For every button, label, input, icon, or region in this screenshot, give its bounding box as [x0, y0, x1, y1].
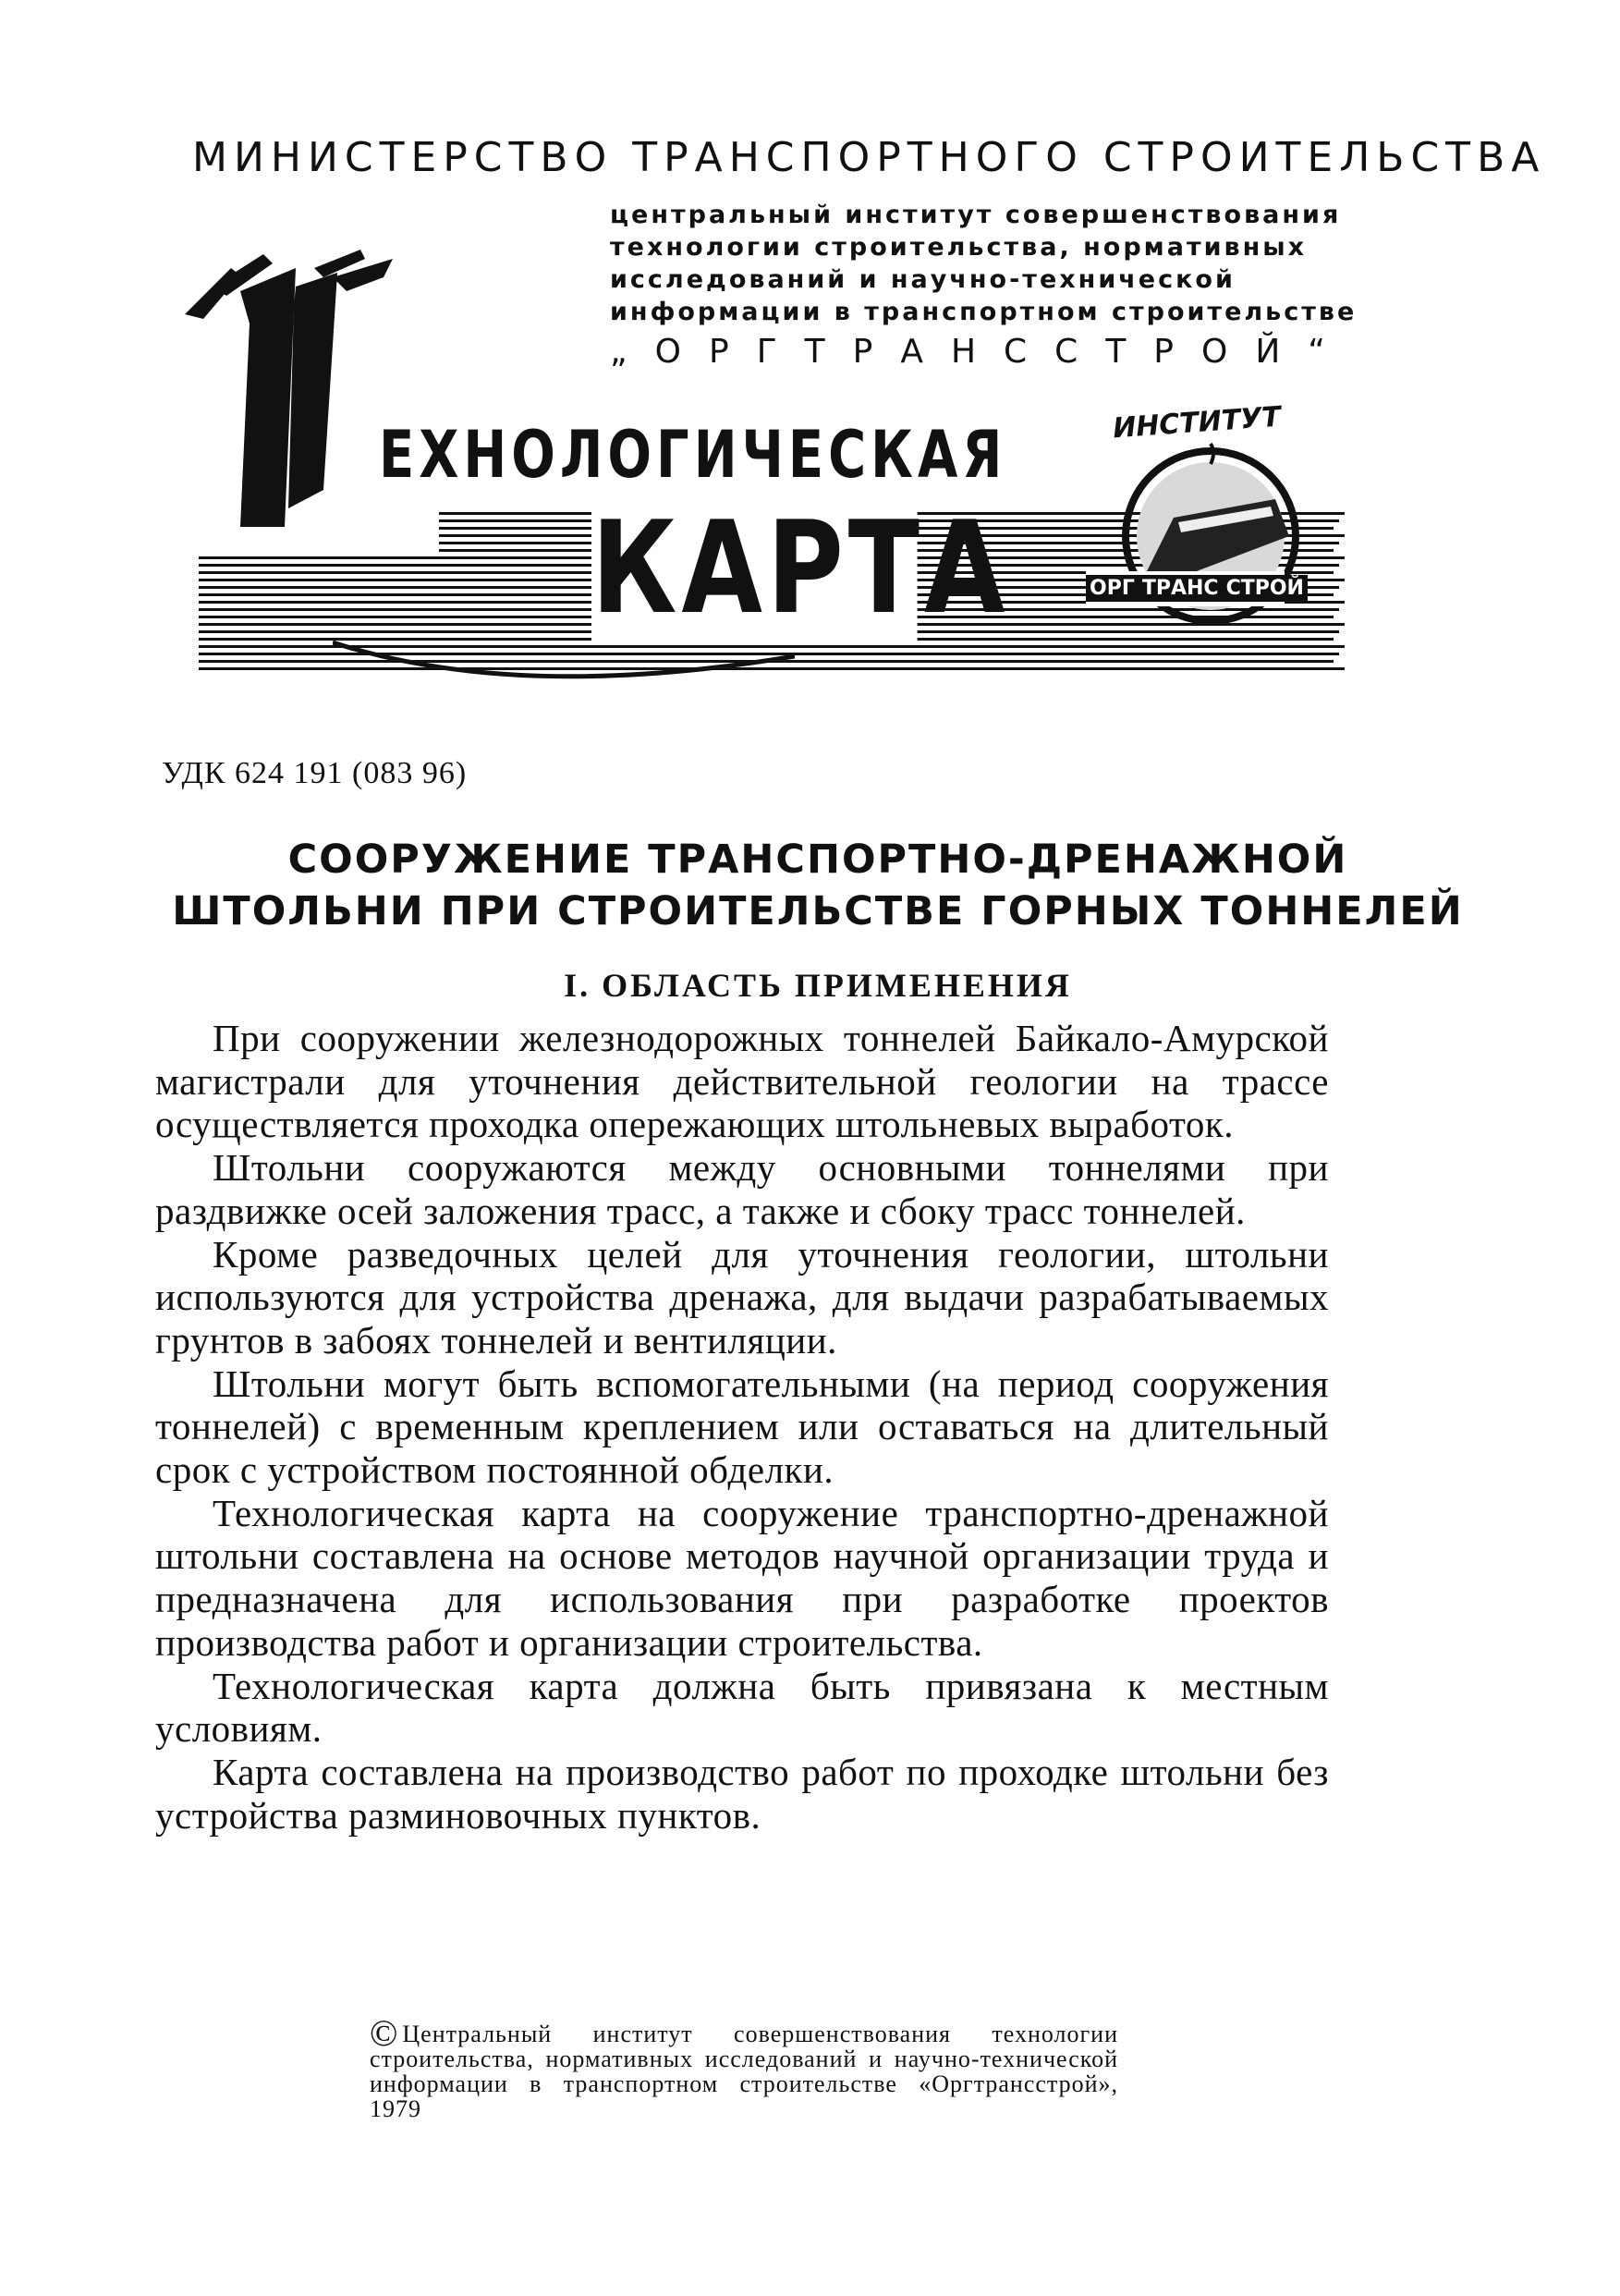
udk-code: УДК 624 191 (083 96)	[162, 756, 468, 790]
title-line: СООРУЖЕНИЕ ТРАНСПОРТНО-ДРЕНАЖНОЙ	[287, 837, 1348, 883]
title-line: ШТОЛЬНИ ПРИ СТРОИТЕЛЬСТВЕ ГОРНЫХ ТОННЕЛЕЙ	[172, 888, 1464, 934]
logo-band-part: ОРГ	[1086, 575, 1139, 602]
logo-band-part: СТРОЙ	[1223, 575, 1308, 602]
masthead-swash	[333, 638, 795, 693]
institute-line: технологии строительства, нормативных	[610, 233, 1308, 262]
logo-top-label: ИНСТИТУТ	[1112, 400, 1282, 446]
institute-line: информации в транспортном строительстве	[610, 298, 1358, 326]
document-title	[162, 834, 1474, 937]
masthead-big-letter-icon	[176, 250, 397, 527]
logo-band	[1086, 571, 1304, 606]
paragraph: Карта составлена на производство работ по проходке штольни без устройства разминовочных пунктов.	[155, 1750, 1329, 1837]
copyright-notice	[370, 2012, 1118, 2122]
section-heading: I. ОБЛАСТЬ ПРИМЕНЕНИЯ	[564, 967, 1072, 1004]
institute-name: „ОРГТРАНССТРОЙ“	[610, 333, 1353, 371]
paragraph: Технологическая карта должна быть привязана к местным условиям.	[155, 1664, 1329, 1751]
paragraph: Технологическая карта на сооружение транспортно-дренажной штольни составлена на основе методов научной организации труда и предназначена для использования при разработке проектов производства работ и организации строительства.	[155, 1491, 1329, 1664]
body-text	[155, 1017, 1329, 1837]
copyright-icon: ©	[370, 2012, 399, 2054]
institute-line: исследований и научно-технической	[610, 265, 1236, 294]
logo-band-part: ТРАНС	[1139, 575, 1223, 602]
paragraph: Штольни могут быть вспомогательными (на период сооружения тоннелей) с временным креплением или оставаться на длительный срок с устройством постоянной обделки.	[155, 1362, 1329, 1492]
paragraph: Штольни сооружаются между основными тоннелями при раздвижке осей заложения трасс, а также и сбоку трасс тоннелей.	[155, 1146, 1329, 1232]
ministry-heading: МИНИСТЕРСТВО ТРАНСПОРТНОГО СТРОИТЕЛЬСТВА	[192, 134, 1546, 181]
paragraph: Кроме разведочных целей для уточнения геологии, штольни используются для устройства дренажа, для выдачи разрабатываемых грунтов в забоях тоннелей и вентиляции.	[155, 1232, 1329, 1362]
institute-line: центральный институт совершенствования	[610, 201, 1342, 229]
big-letter-text: Т	[286, 434, 287, 435]
masthead-word-technological: ЕХНОЛОГИЧЕСКАЯ	[379, 418, 1007, 494]
institute-description	[610, 199, 1357, 328]
copyright-text: Центральный институт совершенствования технологии строительства, нормативных исследований и научно-технической информации в транспортном строительстве «Оргтрансстрой», 1979	[370, 2021, 1118, 2122]
masthead-word-map: КАРТА	[591, 494, 1010, 642]
paragraph: При сооружении железнодорожных тоннелей Байкало-Амурской магистрали для уточнения действительной геологии на трассе осуществляется проходка опережающих штольневых выработок.	[155, 1017, 1329, 1146]
